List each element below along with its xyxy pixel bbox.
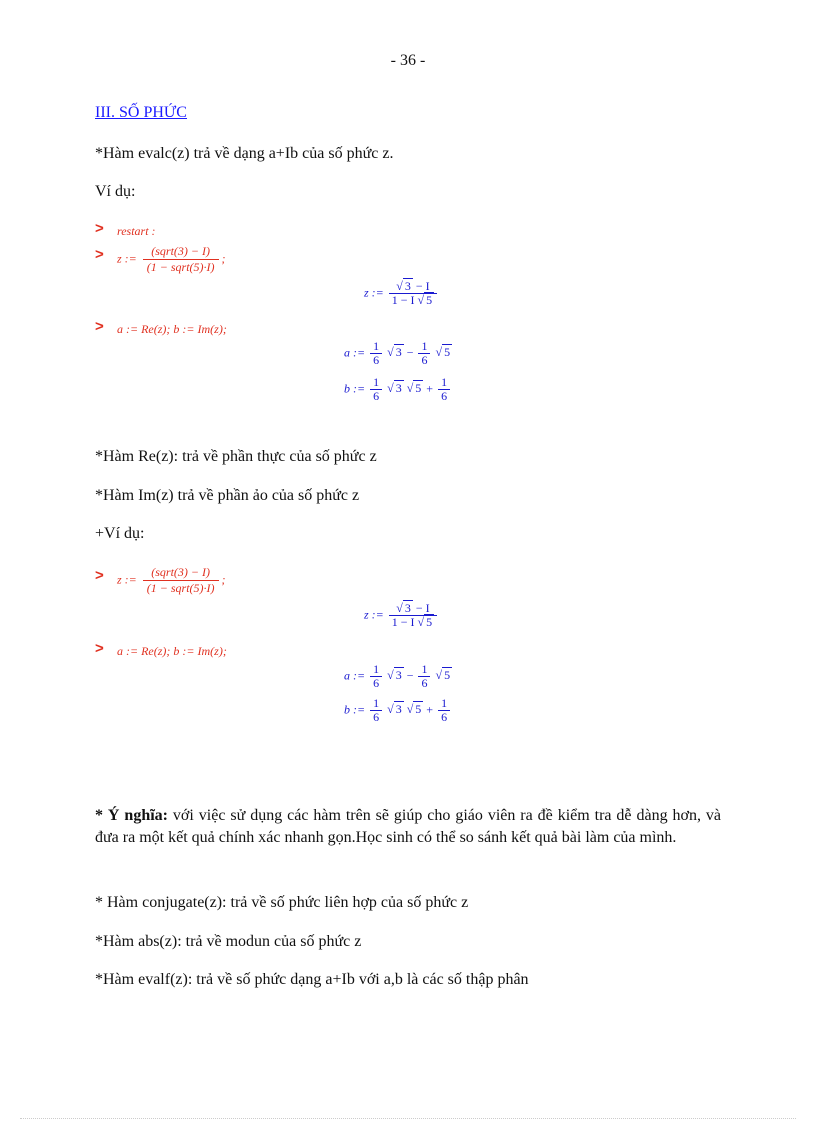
output-a-1: a := $\frac{1}{6}$ √ 3 − $\frac{1}{6}$ √ 5 <box>344 339 451 367</box>
re-description: *Hàm Re(z): trả về phần thực của số phức z <box>95 448 377 465</box>
z-assign: z := <box>117 251 137 266</box>
maple-z-command: z := $\frac{\text{(sqrt(3) − I)}}{\text{(1 − sqrt(5)·I)}}$ ; <box>117 565 226 595</box>
z-numerator: (sqrt(3) − I) <box>151 244 211 258</box>
sqrt-icon: √ 5 <box>406 702 422 717</box>
sqrt-icon: √ 5 <box>417 615 433 629</box>
output-b-2: b := $\frac{1}{6}$ √ 3 √ 5 + $\frac{1}{6}$ <box>344 697 452 724</box>
output-z-1 <box>364 280 439 307</box>
output-z-lhs: z := <box>364 285 384 300</box>
output-b-1: b := $\frac{1}{6}$ √ 3 √ 5 + $\frac{1}{6}$ <box>344 376 452 403</box>
maple-prompt: > <box>95 318 104 335</box>
maple-re-im-command: a := Re(z); b := Im(z); <box>117 322 227 336</box>
im-description: *Hàm Im(z) trả về phần ảo của số phức z <box>95 487 360 504</box>
maple-prompt: > <box>95 246 104 263</box>
sqrt-icon: √ 3 <box>396 601 411 615</box>
z-fraction <box>143 244 219 275</box>
semicolon: ; <box>221 251 226 266</box>
output-z-fraction: $\frac{√ 3 - I}{1 - I √ 5}$ <box>389 280 437 307</box>
sqrt-icon: √ 5 <box>406 381 422 396</box>
example-label-1: Ví dụ: <box>95 183 136 200</box>
meaning-text: với việc sử dụng các hàm trên sẽ giúp cho giáo viên ra đề kiểm tra dễ dàng hơn, và đưa ra một kết quả chính xác nhanh gọn.Học sinh có thể so sánh kết quả bài làm của mình. <box>95 807 722 846</box>
abs-description: *Hàm abs(z): trả về modun của số phức z <box>95 933 362 950</box>
sqrt-icon: √ 3 <box>387 668 402 683</box>
z-denominator: (1 − sqrt(5)·I) <box>143 259 219 275</box>
maple-re-im-command: a := Re(z); b := Im(z); <box>117 644 227 658</box>
maple-prompt: > <box>95 567 104 584</box>
output-z-2: z := $\frac{√ 3 - I}{1 - I √ 5}$ <box>364 602 439 629</box>
sqrt-icon: √ 3 <box>387 345 402 360</box>
evalf-description: *Hàm evalf(z): trả về số phức dạng a+Ib với a,b là các số thập phân <box>95 971 529 988</box>
maple-restart-command: restart : <box>117 224 156 238</box>
maple-prompt: > <box>95 220 104 237</box>
conjugate-description: * Hàm conjugate(z): trả về số phức liên hợp của số phức z <box>95 894 469 911</box>
evalc-description: *Hàm evalc(z) trả về dạng a+Ib của số phức z. <box>95 145 394 162</box>
section-title: III. SỐ PHỨC <box>95 104 187 121</box>
sqrt-icon: √ 3 <box>396 279 411 293</box>
sqrt-icon: √ 3 <box>387 702 402 717</box>
maple-z-command <box>117 244 226 275</box>
sqrt-icon: √ 3 <box>387 381 402 396</box>
meaning-label: * Ý nghĩa: <box>95 807 168 824</box>
meaning-paragraph <box>95 805 721 849</box>
example-label-2: +Ví dụ: <box>95 525 145 542</box>
page-number: - 36 - <box>390 52 426 69</box>
maple-prompt: > <box>95 640 104 657</box>
sqrt-icon: √ 5 <box>435 668 451 683</box>
sqrt-icon: √ 5 <box>435 345 451 360</box>
page-bottom-divider <box>20 1118 796 1119</box>
output-a-2: a := $\frac{1}{6}$ √ 3 − $\frac{1}{6}$ √ 5 <box>344 662 451 690</box>
sqrt-icon: √ 5 <box>417 293 433 307</box>
